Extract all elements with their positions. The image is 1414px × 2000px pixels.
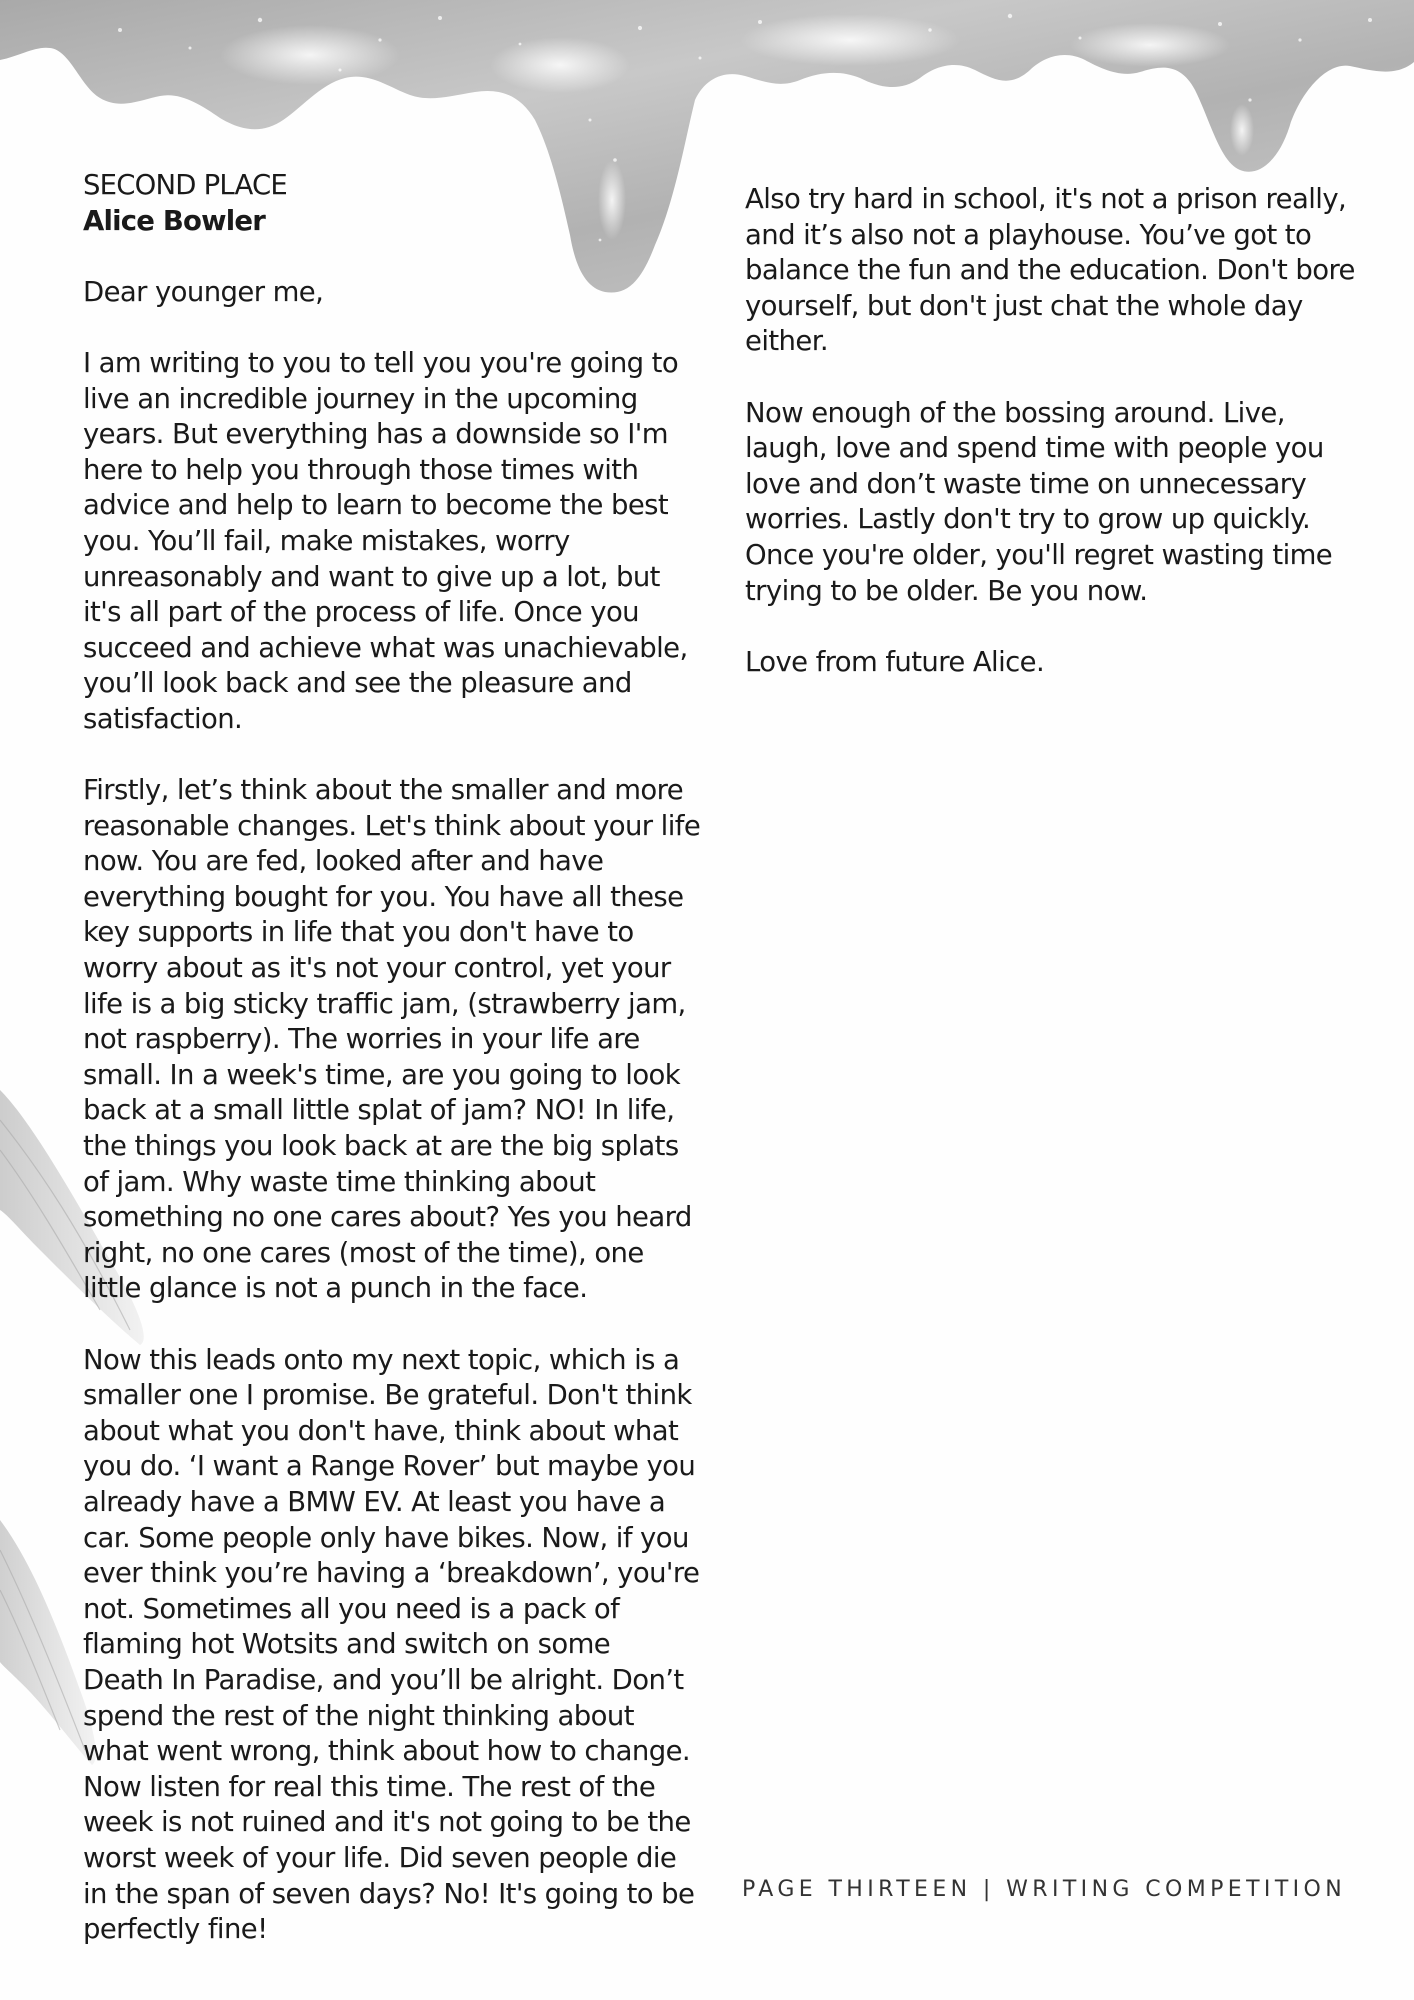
text-line: not. Sometimes all you need is a pack of bbox=[83, 1592, 620, 1625]
letter-paragraph bbox=[745, 182, 1355, 360]
text-line: you. You’ll fail, make mistakes, worry bbox=[83, 524, 570, 557]
text-line: something no one cares about? Yes you heard bbox=[83, 1201, 692, 1234]
page-footer: PAGE THIRTEEN | WRITING COMPETITION bbox=[742, 1877, 1347, 1902]
text-line: live an incredible journey in the upcoming bbox=[83, 382, 638, 415]
text-line: Also try hard in school, it's not a prison really, bbox=[745, 183, 1347, 215]
text-line: Death In Paradise, and you’ll be alright. Don’t bbox=[83, 1663, 684, 1696]
letter-body-right bbox=[745, 182, 1355, 680]
text-line: flaming hot Wotsits and switch on some bbox=[83, 1628, 611, 1661]
text-line: now. You are fed, looked after and have bbox=[83, 845, 604, 878]
text-line: already have a BMW EV. At least you have a bbox=[83, 1485, 666, 1518]
text-line: Now listen for real this time. The rest of the bbox=[83, 1770, 656, 1803]
text-line: little glance is not a punch in the face. bbox=[83, 1272, 588, 1305]
text-line: trying to be older. Be you now. bbox=[745, 574, 1148, 607]
letter-paragraph bbox=[83, 275, 683, 311]
text-line: worries. Lastly don't try to grow up quickly. bbox=[745, 503, 1311, 536]
text-line: not raspberry). The worries in your life are bbox=[83, 1023, 640, 1056]
text-line: love and don’t waste time on unnecessary bbox=[745, 467, 1307, 500]
letter-paragraph bbox=[745, 396, 1355, 610]
text-line: satisfaction. bbox=[83, 702, 243, 735]
letter-body-left bbox=[83, 275, 701, 1948]
text-line: in the span of seven days? No! It's going to be bbox=[83, 1877, 695, 1910]
text-line: years. But everything has a downside so I'm bbox=[83, 418, 668, 451]
text-line: you do. ‘I want a Range Rover’ but maybe you bbox=[83, 1450, 696, 1483]
letter-right-column bbox=[745, 182, 1355, 716]
author-name: Alice Bowler bbox=[83, 204, 265, 237]
text-line: Dear younger me, bbox=[83, 275, 324, 308]
text-line: smaller one I promise. Be grateful. Don't think bbox=[83, 1379, 692, 1412]
text-line: everything bought for you. You have all these bbox=[83, 880, 684, 913]
letter-paragraph bbox=[83, 1343, 700, 1948]
text-line: back at a small little splat of jam? NO! In life, bbox=[83, 1094, 675, 1127]
text-line: unreasonably and want to give up a lot, but bbox=[83, 560, 660, 593]
text-line: life is a big sticky traffic jam, (strawberry jam, bbox=[83, 987, 686, 1020]
text-line: Love from future Alice. bbox=[745, 645, 1045, 678]
text-line: perfectly fine! bbox=[83, 1913, 268, 1946]
text-line: the things you look back at are the big splats bbox=[83, 1130, 679, 1163]
text-line: what went wrong, think about how to change. bbox=[83, 1735, 691, 1768]
text-line: reasonable changes. Let's think about your life bbox=[83, 809, 701, 842]
text-line: balance the fun and the education. Don't bore bbox=[745, 254, 1355, 287]
text-line: succeed and achieve what was unachievable, bbox=[83, 631, 688, 664]
text-line: worst week of your life. Did seven people die bbox=[83, 1841, 677, 1874]
text-line: spend the rest of the night thinking about bbox=[83, 1699, 634, 1732]
text-line: of jam. Why waste time thinking about bbox=[83, 1165, 596, 1198]
text-line: you’ll look back and see the pleasure and bbox=[83, 667, 632, 700]
award-place: SECOND PLACE bbox=[83, 169, 288, 201]
text-line: advice and help to learn to become the best bbox=[83, 489, 669, 522]
letter-paragraph bbox=[83, 773, 701, 1307]
text-line: Now enough of the bossing around. Live, bbox=[745, 396, 1285, 429]
text-line: week is not ruined and it's not going to be the bbox=[83, 1806, 691, 1839]
text-line: key supports in life that you don't have to bbox=[83, 916, 634, 949]
text-line: either. bbox=[745, 325, 829, 358]
letter-paragraph bbox=[83, 346, 688, 738]
text-line: small. In a week's time, are you going to look bbox=[83, 1058, 681, 1091]
text-line: right, no one cares (most of the time), one bbox=[83, 1236, 644, 1269]
text-line: about what you don't have, think about what bbox=[83, 1414, 679, 1447]
text-line: it's all part of the process of life. Once you bbox=[83, 596, 639, 629]
letter-left-column bbox=[83, 168, 701, 1983]
text-line: ever think you’re having a ‘breakdown’, you're bbox=[83, 1557, 700, 1590]
text-line: car. Some people only have bikes. Now, if you bbox=[83, 1521, 689, 1554]
feather-lower bbox=[0, 1520, 96, 1765]
text-line: worry about as it's not your control, yet your bbox=[83, 952, 671, 985]
text-line: Now this leads onto my next topic, which is a bbox=[83, 1343, 680, 1376]
text-line: laugh, love and spend time with people you bbox=[745, 432, 1324, 465]
text-line: Once you're older, you'll regret wasting time bbox=[745, 538, 1333, 571]
text-line: Firstly, let’s think about the smaller and more bbox=[83, 774, 684, 807]
text-line: yourself, but don't just chat the whole day bbox=[745, 289, 1303, 322]
text-line: here to help you through those times with bbox=[83, 453, 639, 486]
text-line: and it’s also not a playhouse. You’ve got to bbox=[745, 218, 1312, 251]
letter-paragraph bbox=[745, 645, 1355, 681]
text-line: I am writing to you to tell you you're going to bbox=[83, 346, 679, 379]
